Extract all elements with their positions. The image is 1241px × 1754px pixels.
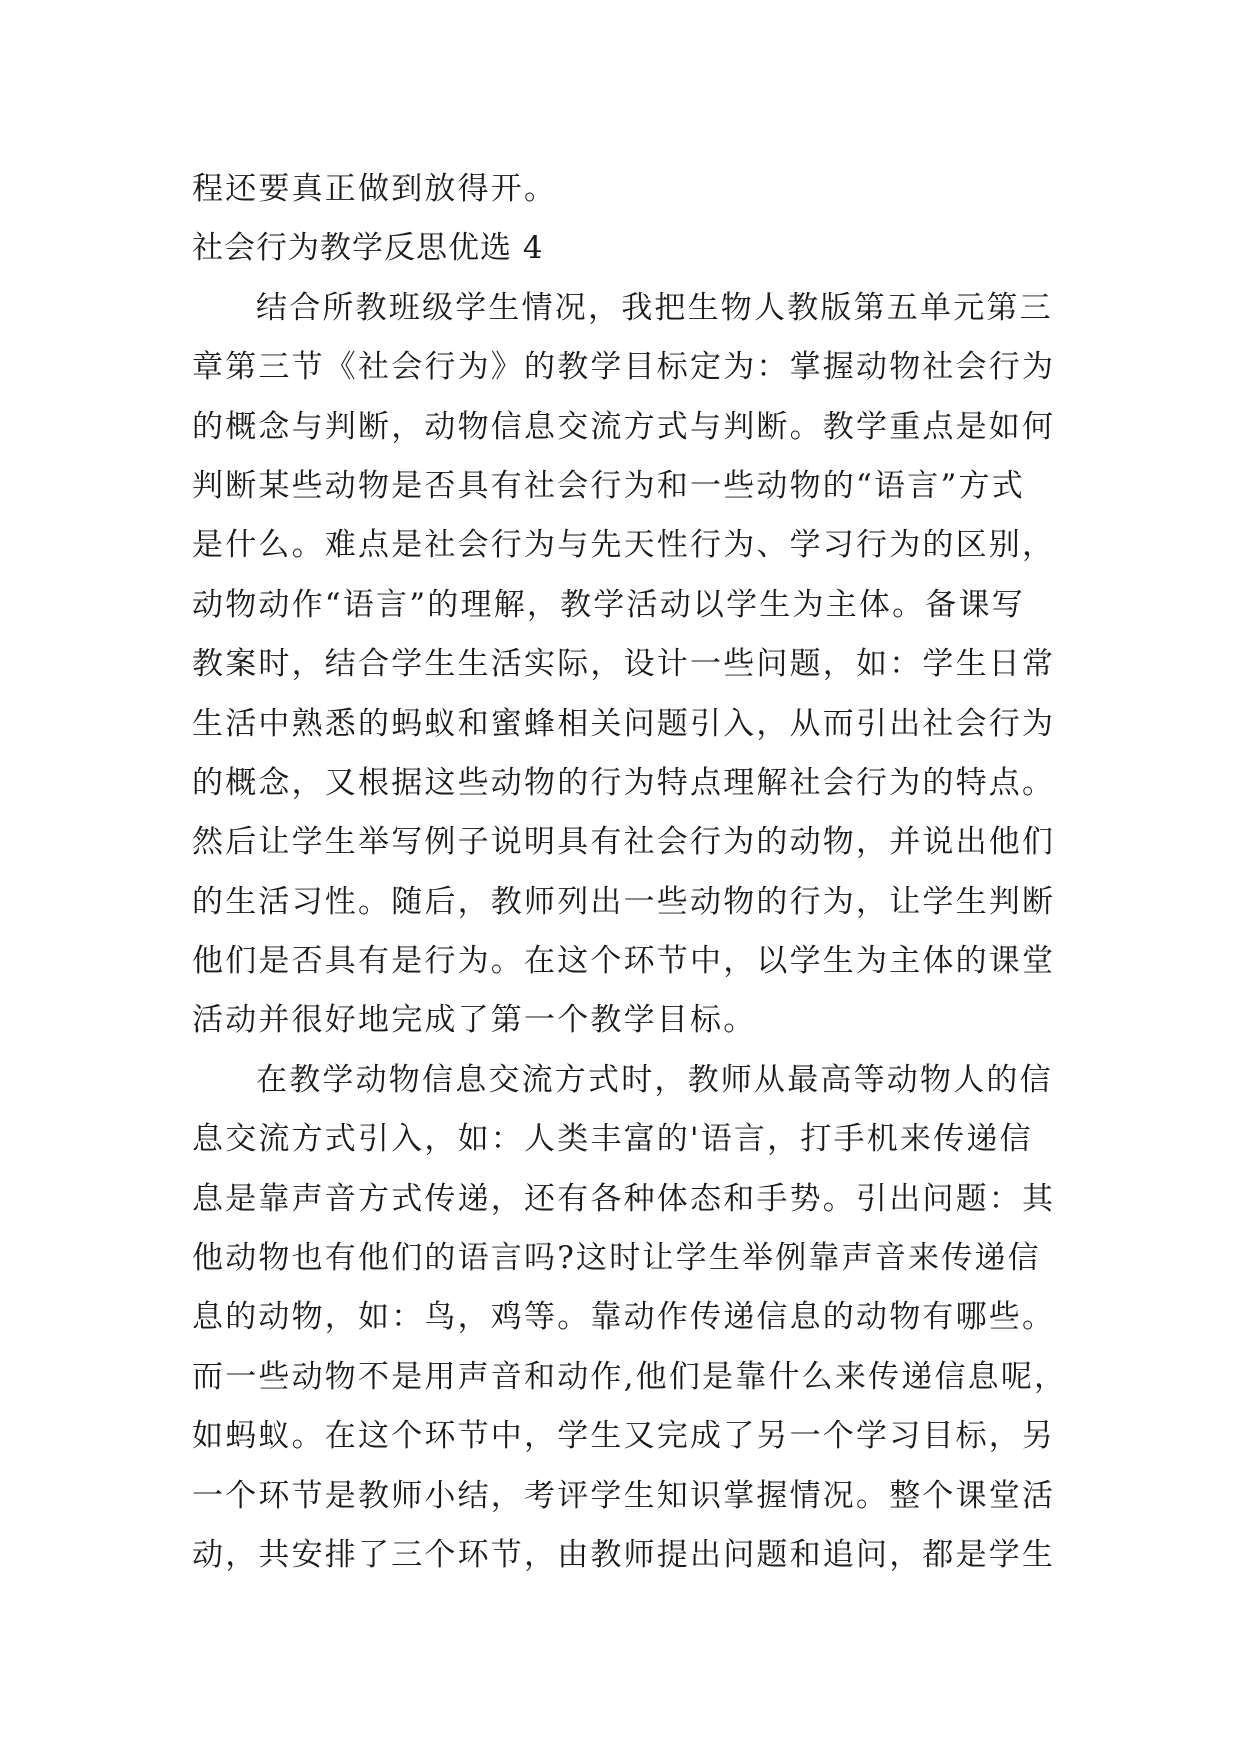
document-body (192, 160, 1072, 1585)
paragraph-line: 章第三节《社会行为》的教学目标定为：掌握动物社会行为 (192, 349, 1056, 386)
paragraph-line: 的概念，又根据这些动物的行为特点理解社会行为的特点。 (192, 764, 1056, 801)
paragraph-line: 是什么。难点是社会行为与先天性行为、学习行为的区别， (192, 527, 1056, 564)
paragraph-line: 一个环节是教师小结，考评学生知识掌握情况。整个课堂活 (192, 1477, 1056, 1514)
paragraph-line: 息的动物，如：鸟，鸡等。靠动作传递信息的动物有哪些。 (192, 1299, 1056, 1336)
paragraph-line: 息是靠声音方式传递，还有各种体态和手势。引出问题：其 (192, 1180, 1056, 1217)
paragraph-line: 在教学动物信息交流方式时，教师从最高等动物人的信 (256, 1061, 1053, 1098)
paragraph-line: 然后让学生举写例子说明具有社会行为的动物，并说出他们 (192, 824, 1056, 861)
paragraph-line: 他动物也有他们的语言吗?这时让学生举例靠声音来传递信 (192, 1240, 1041, 1277)
paragraph-line: 活动并很好地完成了第一个教学目标。 (192, 1002, 757, 1039)
paragraph-line: 教案时，结合学生生活实际，设计一些问题，如：学生日常 (192, 646, 1056, 683)
paragraph-line: 息交流方式引入，如：人类丰富的'语言，打手机来传递信 (192, 1121, 1033, 1158)
paragraph-line: 动物动作“语言”的理解，教学活动以学生为主体。备课写 (192, 586, 1025, 623)
paragraph-line: 的概念与判断，动物信息交流方式与判断。教学重点是如何 (192, 408, 1056, 445)
paragraph-line: 如蚂蚁。在这个环节中，学生又完成了另一个学习目标，另 (192, 1418, 1056, 1455)
paragraph-continuation-line: 程还要真正做到放得开。 (192, 171, 558, 207)
paragraph-line: 判断某些动物是否具有社会行为和一些动物的“语言”方式 (192, 467, 1025, 504)
paragraph-line: 的生活习性。随后，教师列出一些动物的行为，让学生判断 (192, 883, 1056, 920)
paragraph-line: 动，共安排了三个环节，由教师提出问题和追问，都是学生 (192, 1536, 1056, 1573)
paragraph-line: 结合所教班级学生情况，我把生物人教版第五单元第三 (256, 289, 1053, 326)
paragraph-line: 生活中熟悉的蚂蚁和蜜蜂相关问题引入，从而引出社会行为 (192, 705, 1056, 742)
section-heading: 社会行为教学反思优选 4 (192, 230, 544, 267)
paragraph-line: 而一些动物不是用声音和动作,他们是靠什么来传递信息呢， (192, 1358, 1068, 1395)
paragraph-line: 他们是否具有是行为。在这个环节中，以学生为主体的课堂 (192, 943, 1056, 980)
